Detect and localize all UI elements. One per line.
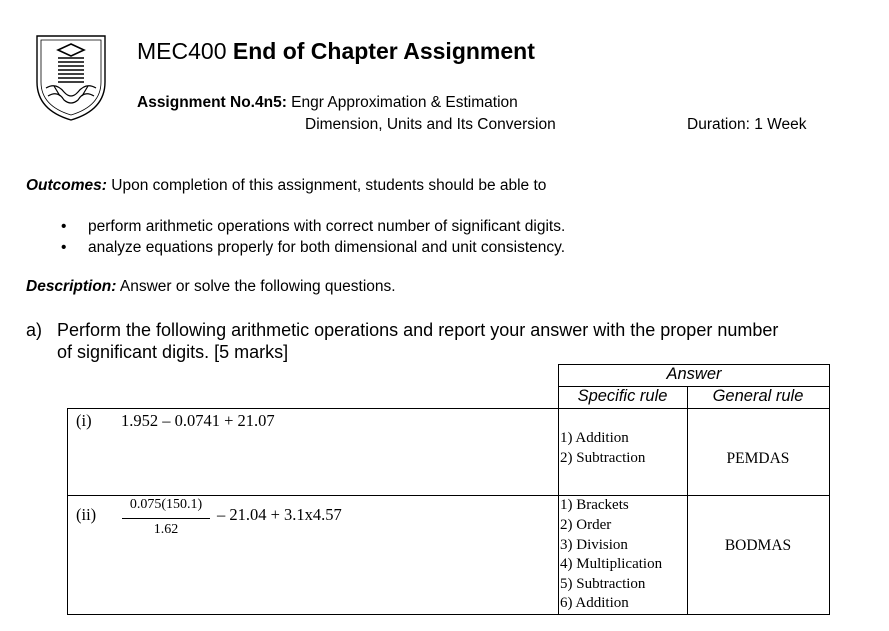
- row-label: (i): [76, 411, 92, 430]
- outcomes-label: Outcomes:: [26, 177, 107, 194]
- arithmetic-expression: 1.952 – 0.0741 + 21.07: [121, 411, 275, 430]
- question-marker: a): [26, 320, 43, 340]
- fraction-denominator: 1.62: [153, 522, 179, 537]
- arithmetic-expression: – 21.04 + 3.1x4.57: [217, 505, 342, 524]
- course-code: MEC400: [137, 38, 227, 64]
- specific-rule-item: 1) Addition: [560, 430, 629, 446]
- bullet-dot: •: [61, 239, 67, 256]
- assignment-topic-1: Engr Approximation & Estimation: [291, 94, 518, 111]
- fraction-numerator: 0.075(150.1): [129, 497, 203, 512]
- fraction-bar: [122, 518, 210, 519]
- bullet-dot: •: [61, 218, 67, 235]
- description-text: Answer or solve the following questions.: [116, 278, 396, 295]
- specific-rule-item: 6) Addition: [560, 595, 629, 611]
- question-text-line2: of significant digits. [5 marks]: [57, 342, 289, 362]
- outcome-bullet-text: perform arithmetic operations with correct number of significant digits.: [88, 218, 566, 235]
- answer-header: Answer: [666, 365, 722, 383]
- outcome-bullet: [61, 239, 566, 257]
- assignment-line: [137, 94, 518, 112]
- description-paragraph: [26, 278, 396, 296]
- assignment-label: Assignment No.4n5:: [137, 94, 287, 111]
- outcomes-intro: Upon completion of this assignment, students should be able to: [106, 177, 547, 194]
- general-rule-header: General rule: [712, 387, 804, 405]
- assignment-title: End of Chapter Assignment: [232, 38, 535, 64]
- question-text-line1: Perform the following arithmetic operations and report your answer with the proper number: [57, 320, 779, 340]
- outcomes-paragraph: [26, 177, 546, 195]
- document-title: [137, 38, 535, 65]
- description-label: Description:: [26, 278, 117, 295]
- university-seal-logo: [34, 30, 108, 122]
- general-rule-value: PEMDAS: [726, 450, 790, 467]
- specific-rule-item: 4) Multiplication: [560, 556, 663, 572]
- specific-rule-header: Specific rule: [577, 387, 668, 405]
- specific-rule-item: 3) Division: [560, 537, 628, 553]
- assignment-topic-2: Dimension, Units and Its Conversion: [305, 116, 556, 133]
- specific-rule-item: 5) Subtraction: [560, 576, 646, 592]
- specific-rule-item: 1) Brackets: [560, 497, 629, 513]
- outcome-bullet: [61, 218, 566, 236]
- specific-rule-item: 2) Subtraction: [560, 450, 646, 466]
- general-rule-value: BODMAS: [724, 537, 792, 554]
- row-label: (ii): [76, 505, 97, 524]
- duration-text: Duration: 1 Week: [687, 116, 807, 133]
- outcome-bullet-text: analyze equations properly for both dimensional and unit consistency.: [88, 239, 566, 256]
- specific-rule-item: 2) Order: [560, 517, 612, 533]
